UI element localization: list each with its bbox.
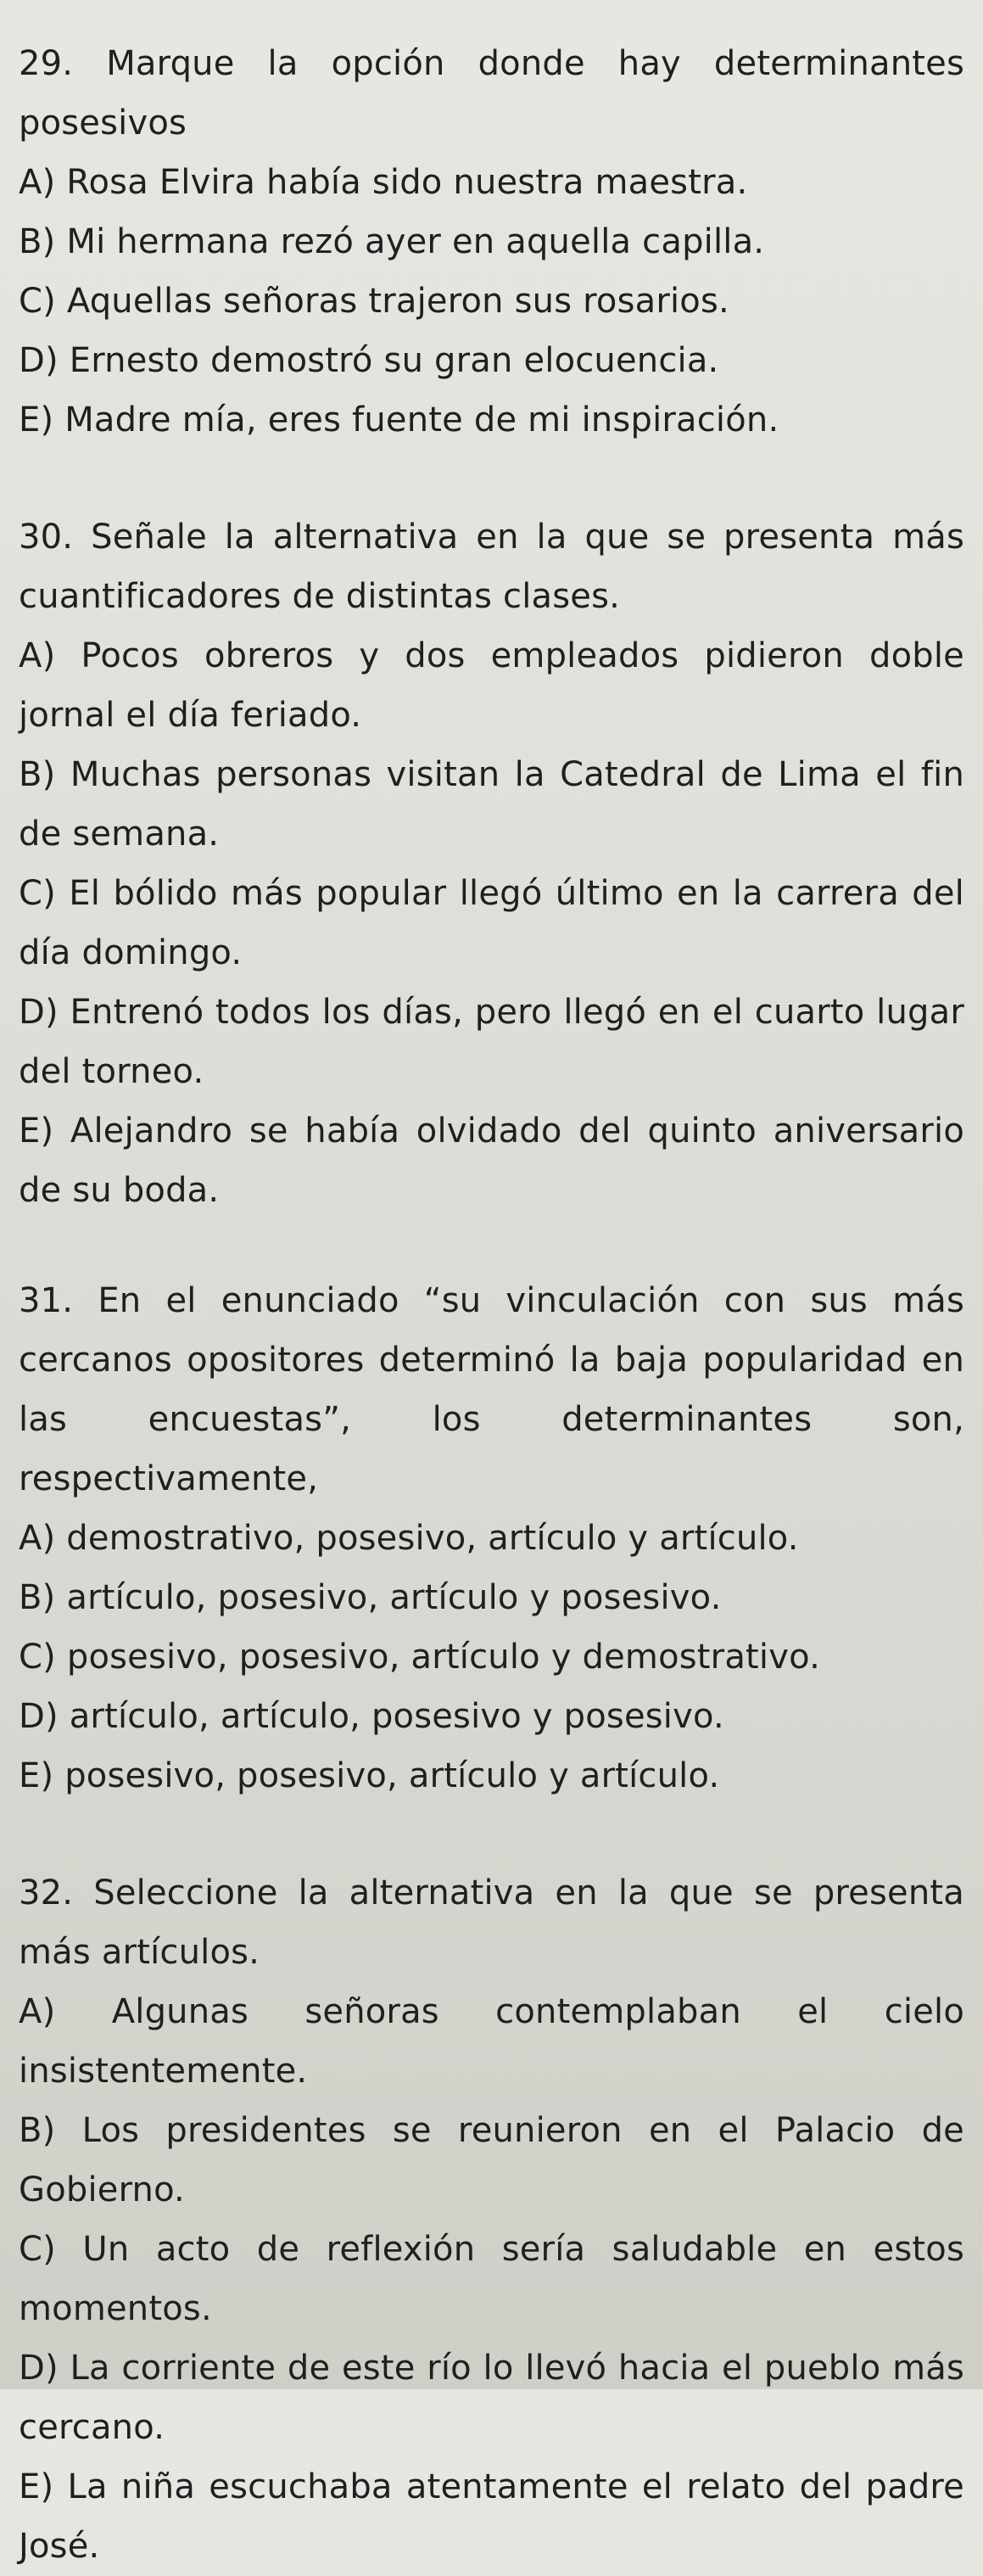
- options-list: [19, 153, 964, 450]
- options-list: [19, 1509, 964, 1806]
- question-30: [19, 507, 964, 1220]
- option-a: A) Rosa Elvira había sido nuestra maestra.: [19, 163, 748, 202]
- option-d: D) artículo, artículo, posesivo y posesivo.: [19, 1697, 724, 1736]
- option-d: D) Entrenó todos los días, pero llegó en el cuarto lugar del torneo.: [19, 993, 964, 1091]
- option-b: B) Los presidentes se reunieron en el Palacio de Gobierno.: [19, 2111, 964, 2209]
- option-e: E) La niña escuchaba atentamente el relato del padre José.: [19, 2467, 964, 2566]
- question-29: [19, 34, 964, 450]
- option-a: A) Pocos obreros y dos empleados pidieron doble jornal el día feriado.: [19, 636, 964, 735]
- option-e: E) Alejandro se había olvidado del quinto aniversario de su boda.: [19, 1112, 964, 1210]
- option-e: E) posesivo, posesivo, artículo y artículo.: [19, 1756, 720, 1795]
- option-c: C) Un acto de reflexión sería saludable en estos momentos.: [19, 2230, 964, 2328]
- option-b: B) artículo, posesivo, artículo y posesivo.: [19, 1578, 722, 1617]
- question-31: [19, 1271, 964, 1806]
- options-list: [19, 626, 964, 1220]
- option-b: B) Muchas personas visitan la Catedral de Lima el fin de semana.: [19, 755, 964, 854]
- option-e: E) Madre mía, eres fuente de mi inspiración.: [19, 400, 779, 440]
- option-d: D) Ernesto demostró su gran elocuencia.: [19, 341, 719, 380]
- option-c: C) Aquellas señoras trajeron sus rosarios.: [19, 282, 729, 321]
- option-d: D) La corriente de este río lo llevó hacia el pueblo más cercano.: [19, 2349, 964, 2447]
- question-stem: 30. Señale la alternativa en la que se presenta más cuantificadores de distintas clases.: [19, 518, 964, 616]
- question-stem: 29. Marque la opción donde hay determinantes posesivos: [19, 44, 964, 143]
- question-stem: 31. En el enunciado “su vinculación con sus más cercanos opositores determinó la baja popularidad en las encuestas”, los determinantes son, respectivamente,: [19, 1281, 964, 1498]
- question-stem: 32. Seleccione la alternativa en la que se presenta más artículos.: [19, 1873, 964, 1972]
- option-c: C) posesivo, posesivo, artículo y demostrativo.: [19, 1638, 820, 1677]
- option-b: B) Mi hermana rezó ayer en aquella capilla.: [19, 222, 765, 261]
- question-32: [19, 1863, 964, 2576]
- option-a: A) Algunas señoras contemplaban el cielo insistentemente.: [19, 1992, 964, 2091]
- option-a: A) demostrativo, posesivo, artículo y artículo.: [19, 1519, 799, 1558]
- option-c: C) El bólido más popular llegó último en la carrera del día domingo.: [19, 874, 964, 972]
- options-list: [19, 1982, 964, 2576]
